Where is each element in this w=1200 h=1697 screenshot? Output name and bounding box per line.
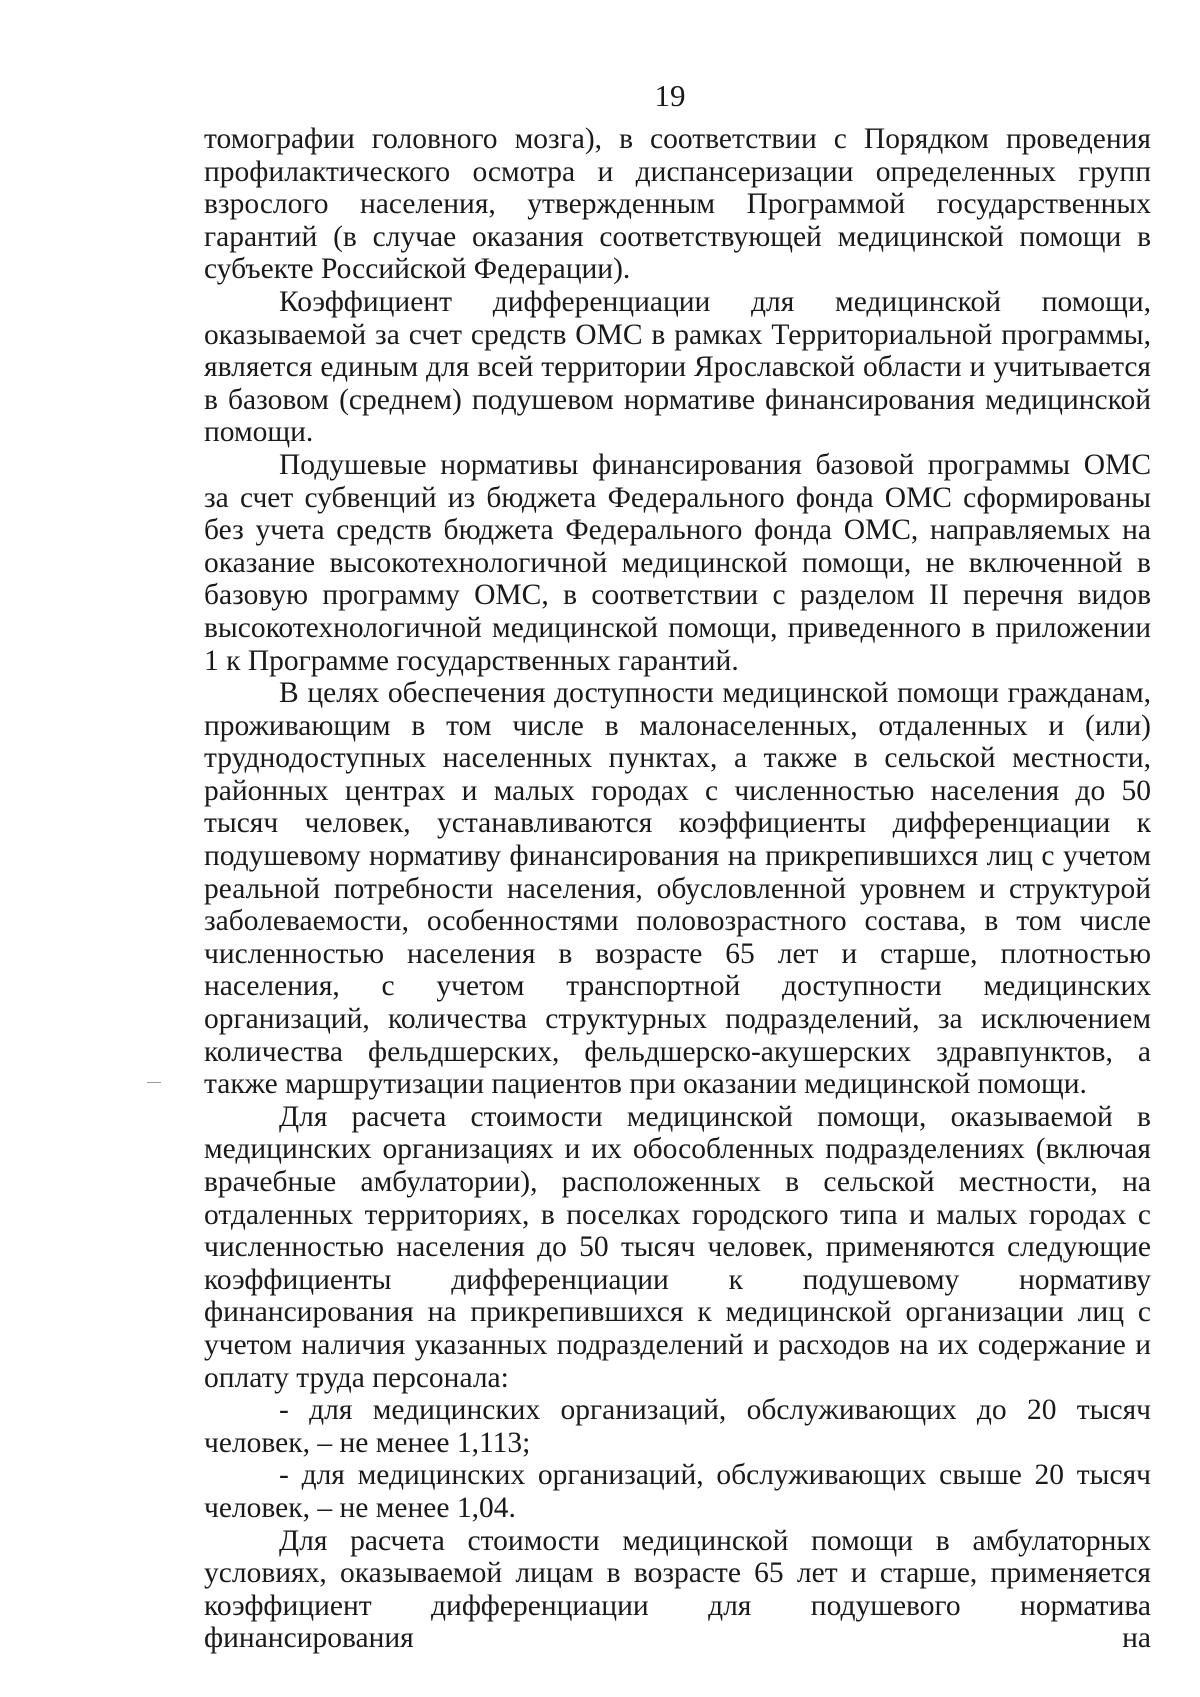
paragraph-per-capita-standards: Подушевые нормативы финансирования базовой программы ОМС за счет субвенций из бюджета Федерального фонда ОМС сформированы без учета средств бюджета Федерального фонда ОМС, направляемых на оказание высокотехнологичной медицинской помощи, не включенной в базовую программу ОМС, в соответствии с разделом II перечня видов высокотехнологичной медицинской помощи, приведенного в приложении 1 к Программе государственных гарантий. <box>204 448 1151 677</box>
margin-scan-mark <box>147 1082 161 1083</box>
paragraph-outpatient-65-plus: Для расчета стоимости медицинской помощи в амбулаторных условиях, оказываемой лицам в возрасте 65 лет и старше, применяется коэффициент дифференциации для подушевого норматива финансирования на <box>204 1524 1151 1655</box>
paragraph-accessibility: В целях обеспечения доступности медицинской помощи гражданам, проживающим в том числе в малонаселенных, отдаленных и (или) труднодоступных населенных пунктах, а также в сельской местности, районных центрах и малых городах с численностью населения до 50 тысяч человек, устанавливаются коэффициенты дифференциации к подушевому нормативу финансирования на прикрепившихся лиц с учетом реальной потребности населения, обусловленной уровнем и структурой заболеваемости, особенностями половозрастного состава, в том числе численностью населения в возрасте 65 лет и старше, плотностью населения, с учетом транспортной доступности медицинских организаций, количества структурных подразделений, за исключением количества фельдшерских, фельдшерско-акушерских здравпунктов, а также маршрутизации пациентов при оказании медицинской помощи. <box>204 677 1151 1101</box>
document-body <box>204 123 1151 1655</box>
paragraph-continued: томографии головного мозга), в соответствии с Порядком проведения профилактического осмотра и диспансеризации определенных групп взрослого населения, утвержденным Программой государственных гарантий (в случае оказания соответствующей медицинской помощи в субъекте Российской Федерации). <box>204 123 1151 286</box>
paragraph-cost-calculation: Для расчета стоимости медицинской помощи, оказываемой в медицинских организациях и их обособленных подразделениях (включая врачебные амбулатории), расположенных в сельской местности, на отдаленных территориях, в поселках городского типа и малых городах с численностью населения до 50 тысяч человек, применяются следующие коэффициенты дифференциации к подушевому нормативу финансирования на прикрепившихся к медицинской организации лиц с учетом наличия указанных подразделений и расходов на их содержание и оплату труда персонала: <box>204 1100 1151 1394</box>
page-number: 19 <box>654 78 686 113</box>
paragraph-differentiation-coefficient: Коэффициент дифференциации для медицинской помощи, оказываемой за счет средств ОМС в рамках Территориальной программы, является единым для всей территории Ярославской области и учитывается в базовом (среднем) подушевом нормативе финансирования медицинской помощи. <box>204 285 1151 449</box>
list-item-over-20k: - для медицинских организаций, обслуживающих свыше 20 тысяч человек, – не менее 1,04. <box>204 1459 1151 1524</box>
list-item-up-to-20k: - для медицинских организаций, обслуживающих до 20 тысяч человек, – не менее 1,113; <box>204 1394 1151 1459</box>
